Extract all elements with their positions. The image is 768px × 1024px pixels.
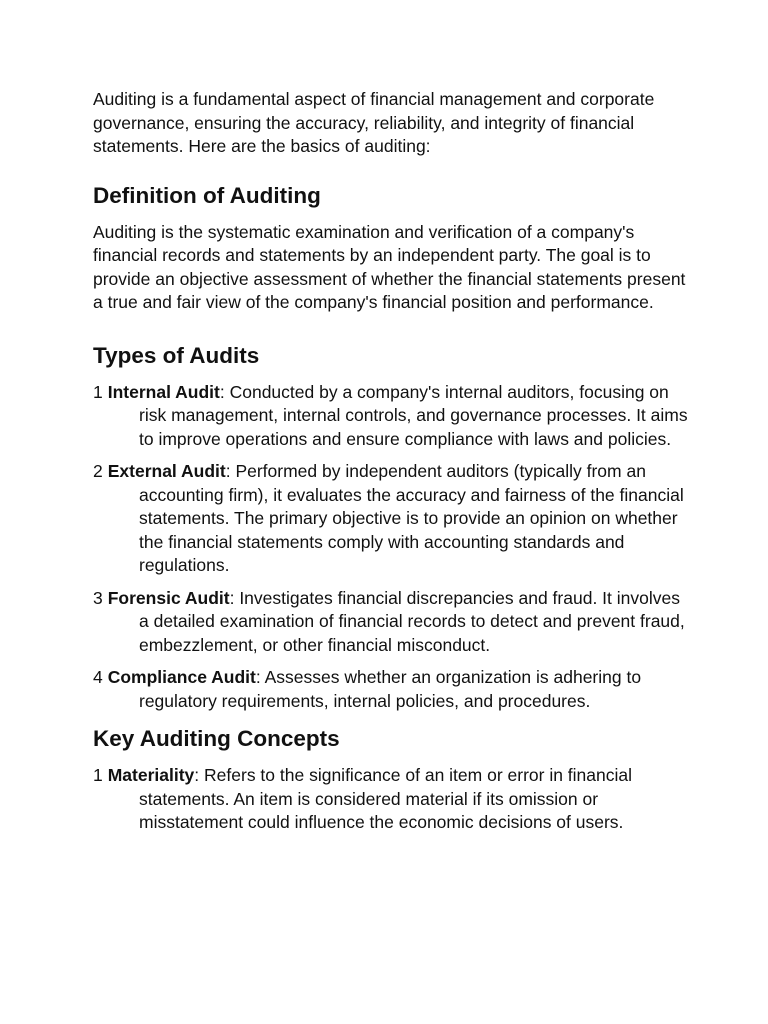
list-item-text: : Conducted by a company's internal auditors, focusing on risk management, internal controls, and governance processes. It aims to improve operations and ensure compliance with laws and policies. [139, 381, 688, 449]
types-list [93, 381, 688, 714]
list-item-text: : Performed by independent auditors (typically from an accounting firm), it evaluates the accuracy and fairness of the financial statements. The primary objective is to provide an opinion on whether the financial statements comply with accounting standards and regulations. [139, 461, 684, 575]
list-item [93, 587, 688, 658]
section-heading-types: Types of Audits [93, 342, 260, 368]
list-item [93, 764, 688, 835]
concepts-list [93, 764, 688, 835]
list-item-text: : Assesses whether an organization is adhering to regulatory requirements, internal policies, and procedures. [139, 667, 642, 711]
list-item-number: 4 [93, 667, 103, 687]
list-item-number: 1 [93, 381, 103, 402]
section-heading-concepts: Key Auditing Concepts [93, 726, 340, 751]
list-item-text: : Refers to the significance of an item or error in financial statements. An item is considered material if its omission or misstatement could influence the economic decisions of users. [139, 765, 633, 832]
list-item-term: Materiality [107, 765, 195, 785]
intro-paragraph: Auditing is a fundamental aspect of financial management and corporate governance, ensuring the accuracy, reliability, and integrity of financial statements. Here are the basics of auditing: [93, 89, 655, 156]
list-item-number: 3 [93, 587, 103, 608]
section-heading-definition: Definition of Auditing [93, 182, 321, 208]
list-item [93, 460, 688, 578]
list-item-term: External Audit [107, 461, 226, 481]
list-item-number: 2 [93, 461, 103, 481]
list-item-term: Forensic Audit [107, 587, 230, 608]
list-item-text: : Investigates financial discrepancies and fraud. It involves a detailed examination of financial records to detect and prevent fraud, embezzlement, or other financial misconduct. [139, 587, 685, 655]
list-item [93, 381, 688, 452]
list-item-term: Internal Audit [107, 381, 220, 402]
definition-paragraph: Auditing is the systematic examination and verification of a company's financial records and statements by an independent party. The goal is to provide an objective assessment of whether the financial statements present a true and fair view of the company's financial position and performance. [93, 221, 686, 312]
list-item-number: 1 [93, 765, 103, 785]
list-item-term: Compliance Audit [107, 667, 256, 687]
list-item [93, 666, 688, 713]
